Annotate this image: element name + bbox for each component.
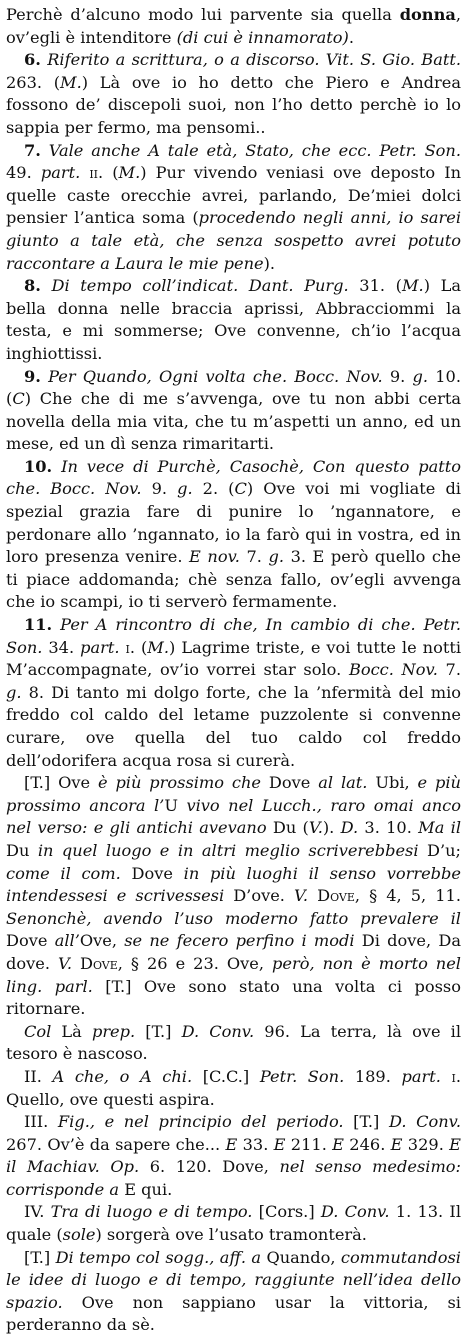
text: 96. La terra, là ove il tesoro è nascoso. bbox=[6, 1021, 462, 1064]
text: 3. 10. bbox=[358, 818, 419, 838]
text: Di tempo col sogg., aff. a bbox=[55, 1247, 262, 1267]
text: Quando, bbox=[261, 1247, 341, 1267]
text: è più prossimo che bbox=[97, 773, 261, 793]
sense-number: II. bbox=[24, 1066, 53, 1086]
sense-number: III. bbox=[24, 1112, 58, 1132]
text: g. bbox=[268, 547, 285, 567]
text: D’u; bbox=[418, 840, 461, 860]
sense-definition: Per Quando, Ogni volta che. Bocc. Nov. bbox=[40, 366, 383, 386]
final-note bbox=[6, 1247, 461, 1337]
text: 31. ( bbox=[348, 276, 402, 296]
sense-number: IV. bbox=[24, 1202, 51, 1222]
text: Senonchè, avendo l’uso moderno fatto prevalere il bbox=[6, 908, 461, 928]
text: i. bbox=[451, 1066, 461, 1086]
text: V. bbox=[57, 953, 72, 973]
sense-number: 6. bbox=[24, 50, 41, 70]
text: E bbox=[225, 1134, 238, 1154]
text: all’ bbox=[54, 931, 80, 951]
text: Di dove, Da dove. bbox=[6, 931, 462, 973]
text: Dove bbox=[308, 886, 355, 906]
sense-definition: Fig., e nel principio del periodo. bbox=[57, 1112, 344, 1132]
text: 9. bbox=[382, 366, 413, 386]
text: (di cui è innamorato) bbox=[176, 27, 349, 47]
sense-number: 11. bbox=[24, 615, 53, 635]
sense-II bbox=[6, 1066, 461, 1111]
text: D’ove. bbox=[224, 886, 295, 906]
text: se ne fecero perfino i modi bbox=[124, 931, 355, 951]
sense-IV bbox=[6, 1201, 461, 1246]
text: però, non è morto nel ling. parl. bbox=[6, 953, 461, 996]
sense-10 bbox=[6, 456, 461, 614]
text: ) Lagrime triste, e voi tutte le notti M’accompagnate, ov’io vorrei star solo. bbox=[6, 637, 462, 680]
text: 10. ( bbox=[6, 366, 461, 409]
text: Perchè d’alcuno modo lui parvente sia quella bbox=[6, 5, 400, 24]
text: Ma il bbox=[418, 818, 461, 838]
text: D. Conv. bbox=[320, 1202, 390, 1222]
sense-definition: A che, o A chi. bbox=[52, 1066, 193, 1086]
sense-number: 8. bbox=[24, 276, 41, 296]
text: part. bbox=[80, 637, 120, 657]
text: [T.] bbox=[24, 1247, 56, 1267]
text: E bbox=[273, 1134, 286, 1154]
text: part. bbox=[401, 1066, 441, 1086]
col-la-note bbox=[6, 1021, 461, 1066]
sense-6 bbox=[6, 49, 461, 139]
text: Du bbox=[6, 840, 38, 860]
text: E il Machiav. Op. bbox=[6, 1134, 461, 1177]
text: Ove, bbox=[79, 931, 125, 951]
text: ). bbox=[322, 818, 341, 838]
text: g. bbox=[177, 479, 193, 499]
text: i. bbox=[125, 637, 135, 657]
text bbox=[80, 163, 89, 182]
sense-number: 9. bbox=[24, 366, 41, 386]
text: Dove bbox=[120, 863, 184, 883]
text: ) La bella donna nelle braccia aprissi, Abbracciommi la testa, e mi sommerse; Ove convenne, ch’io l’acqua inghiottissi. bbox=[6, 276, 461, 363]
text: [T.] Ove sono stato una volta ci posso ritornare. bbox=[6, 976, 461, 1019]
text: in più luoghi il senso vorrebbe intendessesi e scrivessesi bbox=[6, 863, 461, 906]
text: 6. 120. Dove, bbox=[139, 1157, 280, 1177]
sense-definition: Vale anche A tale età, Stato, che ecc. Petr. Son. bbox=[40, 140, 461, 160]
text: C bbox=[234, 479, 247, 499]
text: ). bbox=[263, 253, 276, 273]
text: , § 26 e 23. Ove, bbox=[117, 953, 273, 973]
text: Ubi, bbox=[367, 773, 418, 793]
text: ( bbox=[103, 163, 119, 183]
text: Petr. Son. bbox=[259, 1066, 345, 1086]
sense-III bbox=[6, 1111, 461, 1201]
text: V. bbox=[294, 886, 309, 906]
text: Là bbox=[51, 1021, 92, 1041]
text: Bocc. Nov. bbox=[348, 660, 438, 680]
text: M. bbox=[60, 72, 82, 92]
text: C bbox=[12, 389, 25, 409]
text: M. bbox=[401, 276, 424, 296]
text: E bbox=[332, 1134, 344, 1154]
sense-number: 7. bbox=[24, 140, 41, 160]
text: 211. bbox=[285, 1134, 333, 1154]
text: . bbox=[348, 27, 355, 47]
text: 34. bbox=[42, 637, 81, 657]
sense-definition: Per A rincontro di che, In cambio di che. Petr. Son. bbox=[6, 615, 461, 657]
text: E qui. bbox=[119, 1179, 173, 1199]
text: in quel luogo e in altri meglio scriverebbesi bbox=[37, 840, 419, 860]
text: e più prossimo ancora l’ bbox=[6, 773, 461, 815]
text: M. bbox=[118, 163, 141, 183]
text: nel senso medesimo: corrisponde a bbox=[6, 1157, 461, 1199]
text: ( bbox=[135, 637, 148, 657]
text: Quello, ove questi aspira. bbox=[6, 1089, 215, 1109]
text: ) Che che di me s’avvenga, ove tu non abbi certa novella della mia vita, che tu m’aspetti un anno, ed un mese, ed un dì senza rimaritarti. bbox=[6, 389, 461, 454]
text: ) Ove voi mi vogliate di spezial grazia fare di punire lo ’ngannatore, e perdonare allo ’ngannato, io la farò qui in vostra, ed in loro presenza venire. bbox=[6, 479, 461, 567]
text: M. bbox=[147, 637, 170, 657]
text: 1. 13. Il quale ( bbox=[6, 1202, 461, 1245]
sense-9 bbox=[6, 366, 461, 456]
text: 3. E però quello che ti piace addomanda; chè senza fallo, ov’egli avvenga che io scampi, io ti serverò fermamente. bbox=[6, 547, 461, 612]
tommaseo-note bbox=[6, 772, 461, 1021]
text: al lat. bbox=[318, 773, 368, 793]
text: g. bbox=[6, 682, 22, 702]
text: donna bbox=[399, 5, 456, 24]
text: D. Conv. bbox=[388, 1112, 461, 1132]
text: E nov. bbox=[189, 547, 240, 567]
text: D. Conv. bbox=[181, 1021, 255, 1041]
text: 9. bbox=[141, 479, 178, 499]
text: 7. bbox=[239, 547, 269, 567]
text: vivo nel Lucch., raro omai anco nel verso: e gli antichi avevano bbox=[6, 795, 461, 838]
text: 263. ( bbox=[6, 72, 61, 92]
sense-definition: In vece di Purchè, Casochè, Con questo patto che. Bocc. Nov. bbox=[6, 456, 461, 499]
sense-definition: Tra di luogo e di tempo. bbox=[50, 1202, 253, 1222]
text: 7. bbox=[437, 660, 461, 680]
sense-number: 10. bbox=[24, 456, 53, 476]
text: 329. bbox=[402, 1134, 450, 1154]
text: Dove bbox=[71, 953, 118, 973]
text: , ov’egli è intenditore bbox=[6, 5, 461, 47]
text: [T.] Ove bbox=[24, 773, 98, 793]
text: prep. bbox=[91, 1021, 136, 1041]
text: U bbox=[164, 795, 187, 815]
text: ii. bbox=[89, 163, 104, 183]
text: Dove bbox=[6, 931, 55, 951]
text: 267. Ov’è da sapere che... bbox=[6, 1134, 226, 1154]
text: [T.] bbox=[135, 1021, 182, 1041]
text: , § 4, 5, 11. bbox=[354, 886, 461, 906]
text: 49. bbox=[6, 163, 41, 183]
text: 2. ( bbox=[192, 479, 235, 499]
sense-definition: Riferito a scrittura, o a discorso. Vit. S. Gio. Batt. bbox=[40, 50, 461, 70]
text: procedendo negli anni, io sarei giunto a tale età, che senza sospetto avrei potuto raccontare a Laura le mie pene bbox=[6, 208, 461, 273]
text: V. bbox=[308, 818, 323, 838]
sense-definition: Di tempo coll’indicat. Dant. Purg. bbox=[40, 276, 349, 296]
text: 8. Di tanto mi dolgo forte, che la ’nfermità del mio freddo col caldo del letame puzzolente si convenne curare, ove quella del tuo caldo col freddo dell’odorifera acqua rosa si curerà. bbox=[6, 682, 461, 770]
text: Ove non sappiano usar la vittoria, si perderanno da sè. bbox=[6, 1292, 461, 1335]
text: 246. bbox=[344, 1134, 391, 1154]
sense-11 bbox=[6, 614, 461, 772]
text: [T.] bbox=[343, 1112, 389, 1132]
text: Du ( bbox=[266, 818, 309, 838]
text: come il com. bbox=[6, 863, 121, 883]
text: [Cors.] bbox=[252, 1202, 321, 1222]
sense-7 bbox=[6, 140, 461, 276]
text: part. bbox=[40, 163, 81, 183]
text: ) Là ove io ho detto che Piero e Andrea fossono de’ discepoli suoi, non l’ho detto perchè io lo sappia per fermo, ma pensomi.. bbox=[6, 72, 461, 137]
sense-8 bbox=[6, 275, 461, 365]
text bbox=[441, 1067, 452, 1086]
text: Col bbox=[24, 1021, 52, 1041]
text: D. bbox=[340, 818, 359, 838]
text: Dove bbox=[261, 773, 319, 793]
text: E bbox=[390, 1134, 403, 1154]
text: ) Pur vivendo veniasi ove deposto In quelle caste orecchie avrei, parlando, De’miei dolci pensier l’antica soma ( bbox=[6, 163, 462, 228]
text: 189. bbox=[344, 1066, 402, 1086]
text: 33. bbox=[237, 1134, 274, 1154]
text: g. bbox=[412, 366, 429, 386]
text: [C.C.] bbox=[192, 1066, 260, 1086]
text: ) sorgerà ove l’usato tramonterà. bbox=[95, 1225, 367, 1245]
text: commutandosi le idee di luogo e di tempo, raggiunte nell’idea dello spazio. bbox=[6, 1247, 461, 1312]
text: sole bbox=[62, 1225, 96, 1245]
entry-intro-quote bbox=[6, 4, 461, 49]
